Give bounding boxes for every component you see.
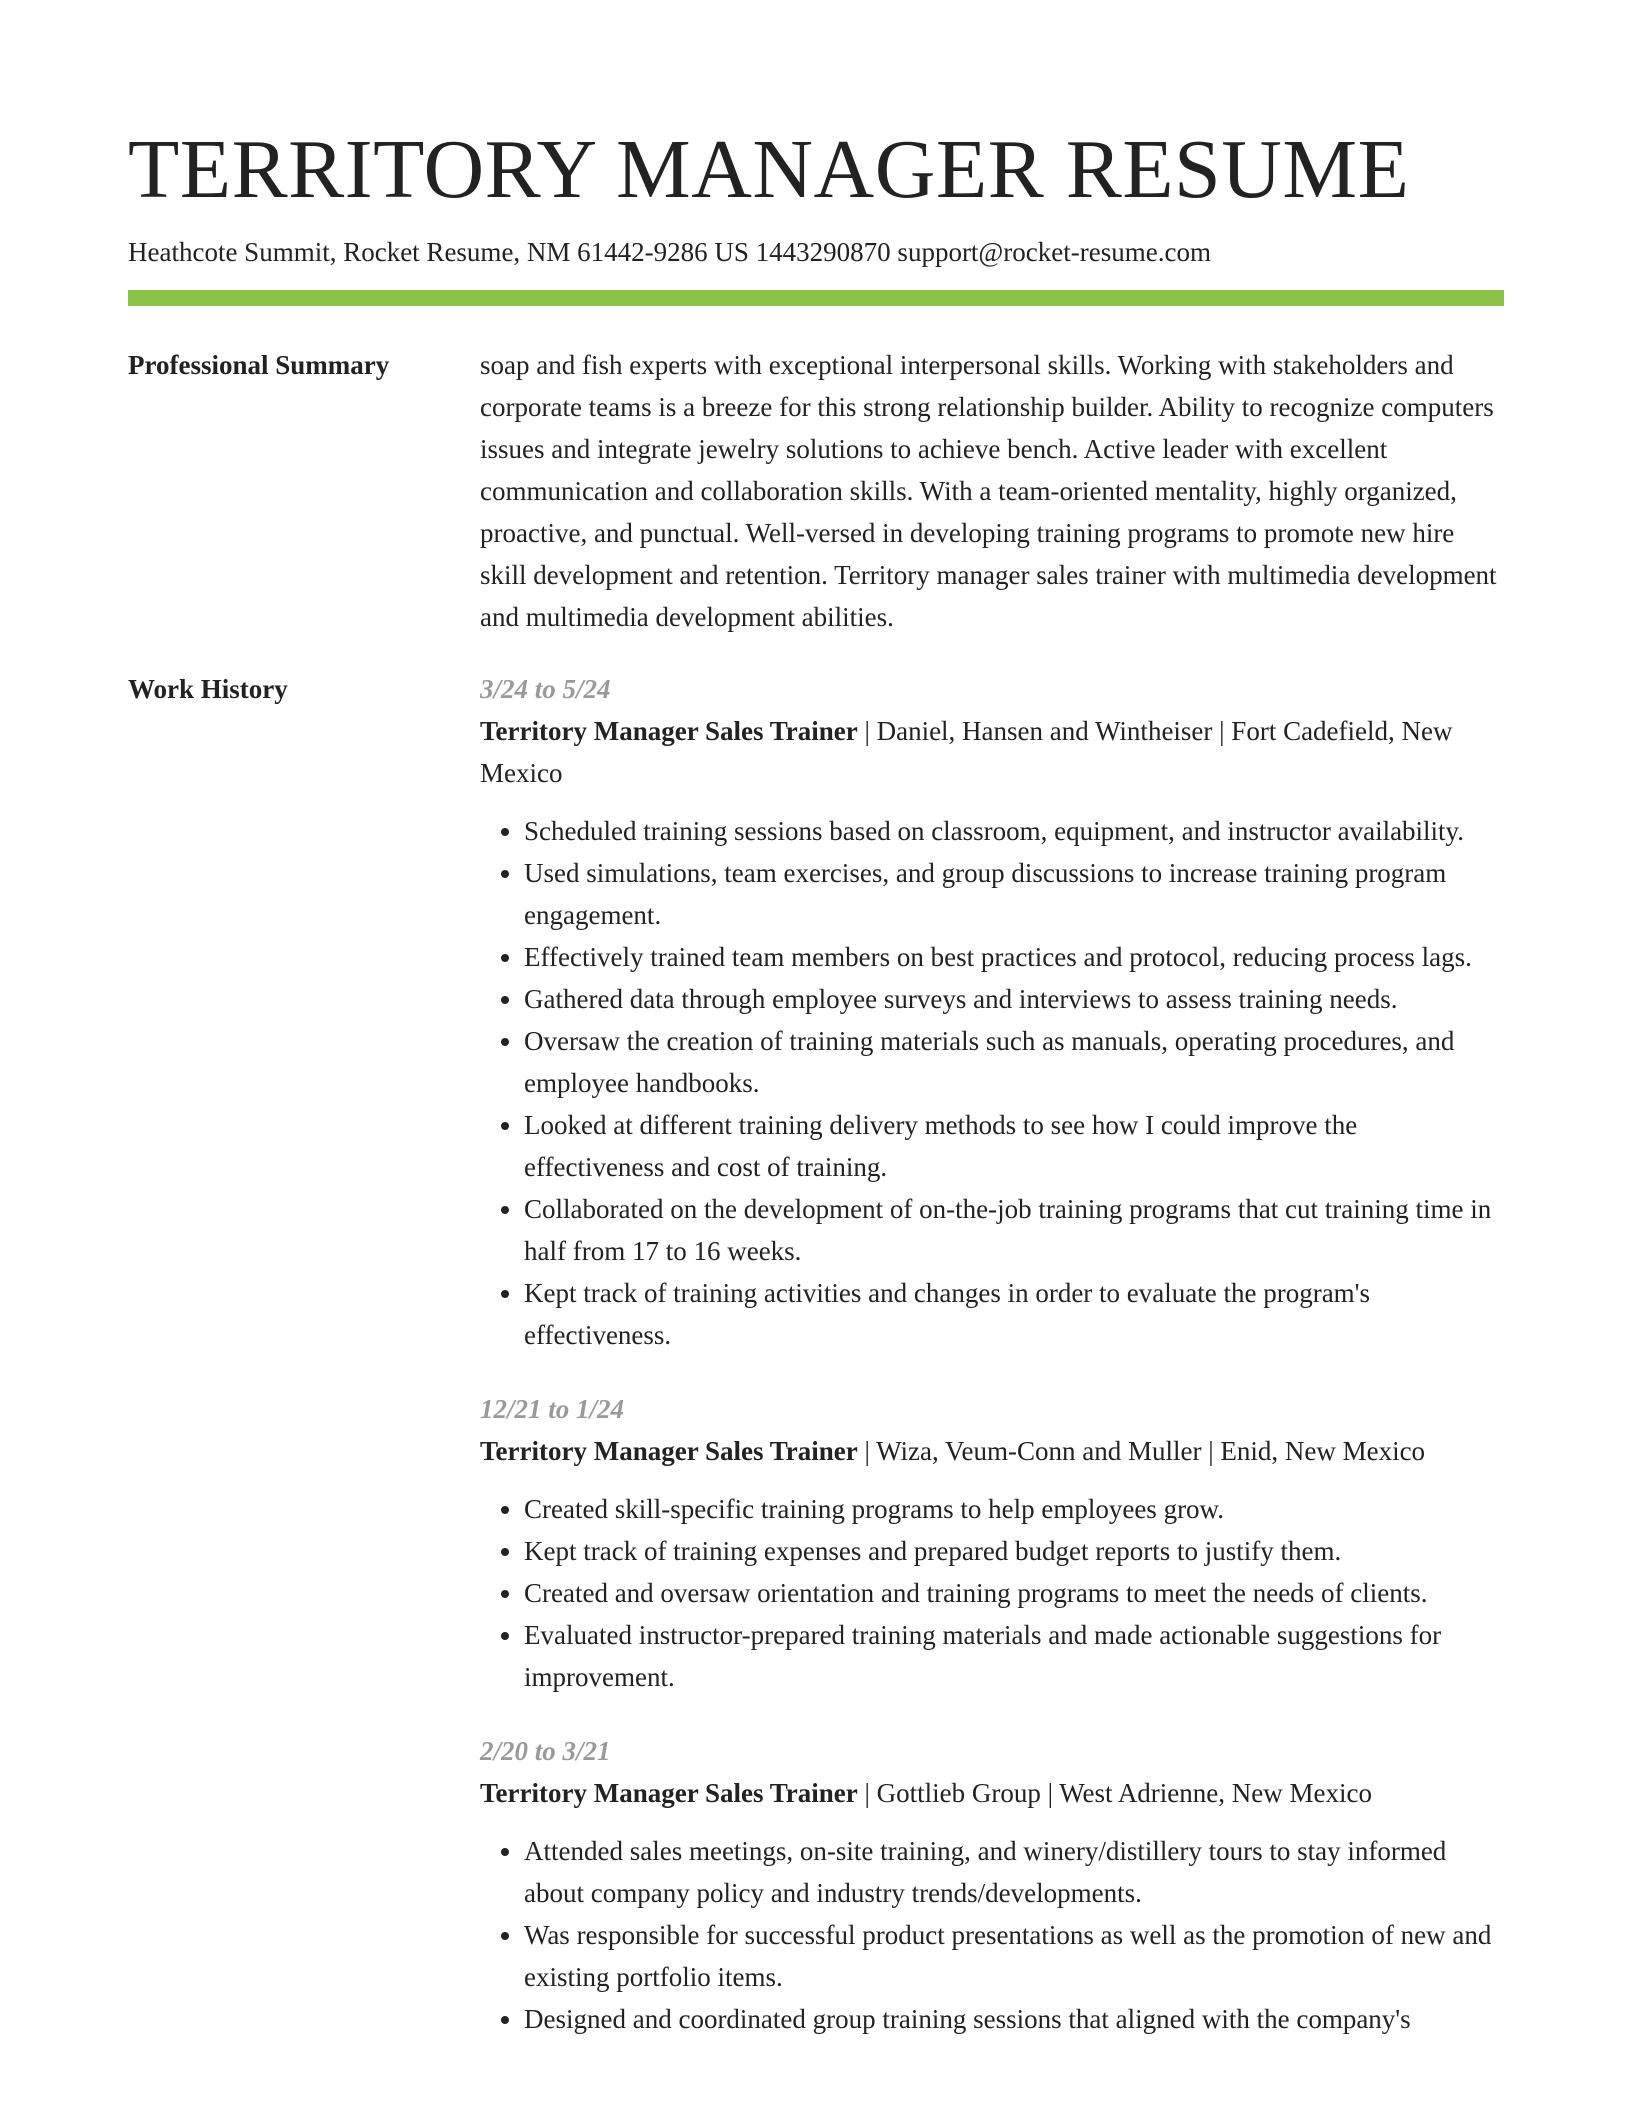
job-bullet-list xyxy=(480,1488,1504,1698)
job-heading xyxy=(480,1430,1504,1472)
job-bullet: • Scheduled training sessions based on classroom, equipment, and instructor availability. xyxy=(524,810,1504,852)
job-bullet: • Effectively trained team members on best practices and protocol, reducing process lags. xyxy=(524,936,1504,978)
job-entry xyxy=(480,668,1504,1356)
job-employer-location: | Gottlieb Group | West Adrienne, New Mexico xyxy=(857,1778,1372,1808)
job-bullet: • Evaluated instructor-prepared training materials and made actionable suggestions for improvement. xyxy=(524,1614,1504,1698)
work-history-label: Work History xyxy=(128,674,288,704)
work-history-section xyxy=(128,668,1504,2072)
job-title: Territory Manager Sales Trainer xyxy=(480,716,858,746)
job-employer-location: | Daniel, Hansen and Wintheiser | Fort Cadefield, New Mexico xyxy=(480,716,1453,788)
summary-section xyxy=(128,344,1504,638)
job-heading xyxy=(480,1772,1504,1814)
job-bullet: • Designed and coordinated group training sessions that aligned with the company's xyxy=(524,1998,1504,2040)
job-bullet: • Collaborated on the development of on-the-job training programs that cut training time in half from 17 to 16 weeks. xyxy=(524,1188,1504,1272)
job-bullet: • Kept track of training expenses and prepared budget reports to justify them. xyxy=(524,1530,1504,1572)
summary-text: soap and fish experts with exceptional interpersonal skills. Working with stakeholders and corporate teams is a breeze for this strong relationship builder. Ability to recognize computers issues and integrate jewelry solutions to achieve bench. Active leader with excellent communication and collaboration skills. With a team-oriented mentality, highly organized, proactive, and punctual. Well-versed in developing training programs to promote new hire skill development and retention. Territory manager sales trainer with multimedia development and multimedia development abilities. xyxy=(480,350,1497,632)
job-bullet: • Oversaw the creation of training materials such as manuals, operating procedures, and employee handbooks. xyxy=(524,1020,1504,1104)
summary-body xyxy=(480,344,1504,638)
job-entry xyxy=(480,1730,1504,2040)
job-bullet: • Was responsible for successful product presentations as well as the promotion of new and existing portfolio items. xyxy=(524,1914,1504,1998)
job-bullet: • Attended sales meetings, on-site training, and winery/distillery tours to stay informed about company policy and industry trends/developments. xyxy=(524,1830,1504,1914)
job-entry xyxy=(480,1388,1504,1698)
resume-page xyxy=(128,0,1504,2072)
job-bullet: • Looked at different training delivery methods to see how I could improve the effectiveness and cost of training. xyxy=(524,1104,1504,1188)
accent-divider xyxy=(128,290,1504,306)
job-heading xyxy=(480,710,1504,794)
work-history-body xyxy=(480,668,1504,2072)
job-bullet-list xyxy=(480,1830,1504,2040)
job-dates: 3/24 to 5/24 xyxy=(480,674,611,704)
job-bullet: • Gathered data through employee surveys and interviews to assess training needs. xyxy=(524,978,1504,1020)
job-title: Territory Manager Sales Trainer xyxy=(480,1778,858,1808)
job-dates: 2/20 to 3/21 xyxy=(480,1736,611,1766)
job-title: Territory Manager Sales Trainer xyxy=(480,1436,858,1466)
job-bullet: • Used simulations, team exercises, and group discussions to increase training program engagement. xyxy=(524,852,1504,936)
job-dates: 12/21 to 1/24 xyxy=(480,1394,625,1424)
job-bullet-list xyxy=(480,810,1504,1356)
job-bullet: • Kept track of training activities and changes in order to evaluate the program's effectiveness. xyxy=(524,1272,1504,1356)
resume-title: TERRITORY MANAGER RESUME xyxy=(128,123,1410,216)
job-employer-location: | Wiza, Veum-Conn and Muller | Enid, New Mexico xyxy=(857,1436,1426,1466)
summary-label: Professional Summary xyxy=(128,350,390,380)
job-bullet: • Created and oversaw orientation and training programs to meet the needs of clients. xyxy=(524,1572,1504,1614)
contact-line: Heathcote Summit, Rocket Resume, NM 61442-9286 US 1443290870 support@rocket-resume.com xyxy=(128,237,1211,267)
job-bullet: • Created skill-specific training programs to help employees grow. xyxy=(524,1488,1504,1530)
